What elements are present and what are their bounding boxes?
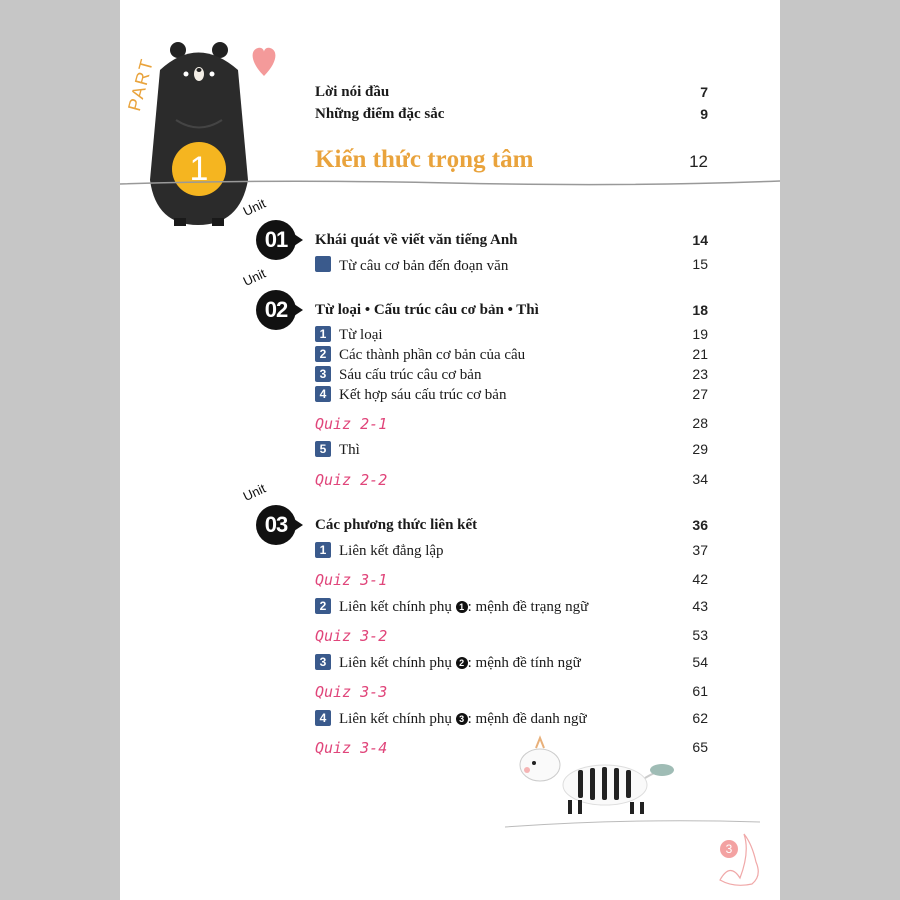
quiz-title: Quiz 2-2 — [315, 471, 388, 489]
entry-title: Từ câu cơ bản đến đoạn văn — [339, 258, 509, 274]
bear-eye-right — [210, 72, 215, 77]
number-marker: 1 — [315, 542, 331, 558]
quiz-title: Quiz 3-4 — [315, 739, 388, 757]
entry-title: Liên kết chính phụ — [339, 711, 452, 727]
number-marker: 2 — [315, 346, 331, 362]
bear-nose — [197, 68, 202, 72]
entry-title: Lời nói đầu — [315, 84, 390, 100]
entry-subtitle: : mệnh đề tính ngữ — [467, 655, 581, 671]
number-marker: 1 — [315, 326, 331, 342]
bear-leg-left — [174, 218, 186, 226]
entry-page: 9 — [700, 106, 708, 122]
circled-number-icon: 2 — [456, 657, 468, 669]
animal-head — [520, 749, 560, 781]
quiz-title: Quiz 3-3 — [315, 683, 388, 701]
entry-page: 27 — [692, 386, 708, 402]
entry-title: Liên kết chính phụ — [339, 599, 452, 615]
unit-label: Unit — [240, 265, 268, 289]
number-marker: 2 — [315, 598, 331, 614]
entry-page: 43 — [692, 598, 708, 614]
entry-page: 65 — [692, 739, 708, 755]
heart-icon — [253, 48, 276, 76]
entry-title: Thì — [339, 442, 360, 458]
number-marker: 4 — [315, 386, 331, 402]
entry-title: Liên kết đẳng lập — [339, 543, 444, 559]
unit-number: 03 — [256, 505, 296, 545]
entry-page: 42 — [692, 571, 708, 587]
page-number: 3 — [720, 840, 738, 858]
number-marker: 3 — [315, 654, 331, 670]
unit-title: Khái quát về viết văn tiếng Anh — [315, 232, 518, 248]
unit-badge-03 — [240, 480, 322, 549]
bear-leg-right — [212, 218, 224, 226]
entry-page: 62 — [692, 710, 708, 726]
entry-page: 15 — [692, 256, 708, 272]
entry-page: 21 — [692, 346, 708, 362]
entry-page: 54 — [692, 654, 708, 670]
zebra-cat-illustration — [500, 730, 760, 830]
unit-label: Unit — [240, 195, 268, 219]
entry-page: 19 — [692, 326, 708, 342]
entry-title: Kết hợp sáu cấu trúc cơ bản — [339, 387, 507, 403]
circled-number-icon: 1 — [456, 601, 468, 613]
part-label: PART — [124, 55, 158, 114]
left-margin — [0, 0, 120, 900]
entry-title: Các thành phần cơ bản của câu — [339, 347, 526, 363]
bear-eye-left — [184, 72, 189, 77]
entry-page: 61 — [692, 683, 708, 699]
entry-title: Sáu cấu trúc câu cơ bản — [339, 367, 482, 383]
square-marker-icon — [315, 256, 331, 272]
entry-title: Những điểm đặc sắc — [315, 106, 445, 122]
unit-pointer — [294, 234, 303, 246]
entry-page: 34 — [692, 471, 708, 487]
entry-page: 18 — [692, 302, 708, 318]
unit-number: 02 — [256, 290, 296, 330]
quiz-title: Quiz 3-1 — [315, 571, 388, 589]
toc-page — [120, 0, 780, 900]
unit-badge-01 — [240, 195, 322, 264]
entry-page: 14 — [692, 232, 708, 248]
entry-subtitle: : mệnh đề trạng ngữ — [467, 599, 589, 615]
entry-title: Liên kết chính phụ — [339, 655, 452, 671]
divider-line — [120, 176, 780, 188]
number-marker: 3 — [315, 366, 331, 382]
cat-doodle-icon — [710, 822, 770, 888]
quiz-title: Quiz 3-2 — [315, 627, 388, 645]
unit-title: Từ loại • Cấu trúc câu cơ bản • Thì — [315, 302, 539, 318]
entry-page: 29 — [692, 441, 708, 457]
unit-title: Các phương thức liên kết — [315, 517, 478, 533]
entry-page: 23 — [692, 366, 708, 382]
unit-pointer — [294, 304, 303, 316]
entry-page: 28 — [692, 415, 708, 431]
entry-title: Từ loại — [339, 327, 383, 343]
entry-page: 53 — [692, 627, 708, 643]
entry-subtitle: : mệnh đề danh ngữ — [467, 711, 587, 727]
unit-pointer — [294, 519, 303, 531]
unit-number: 01 — [256, 220, 296, 260]
entry-page: 36 — [692, 517, 708, 533]
part-page: 12 — [689, 152, 708, 171]
circled-number-icon: 3 — [456, 713, 468, 725]
entry-page: 37 — [692, 542, 708, 558]
part-number-badge: 1 — [172, 142, 226, 196]
right-margin — [780, 0, 900, 900]
part-title[interactable]: Kiến thức trọng tâm — [315, 146, 534, 173]
number-marker: 4 — [315, 710, 331, 726]
quiz-title: Quiz 2-1 — [315, 415, 388, 433]
unit-badge-02 — [240, 265, 322, 334]
number-marker: 5 — [315, 441, 331, 457]
unit-label: Unit — [240, 480, 268, 504]
entry-page: 7 — [700, 84, 708, 100]
